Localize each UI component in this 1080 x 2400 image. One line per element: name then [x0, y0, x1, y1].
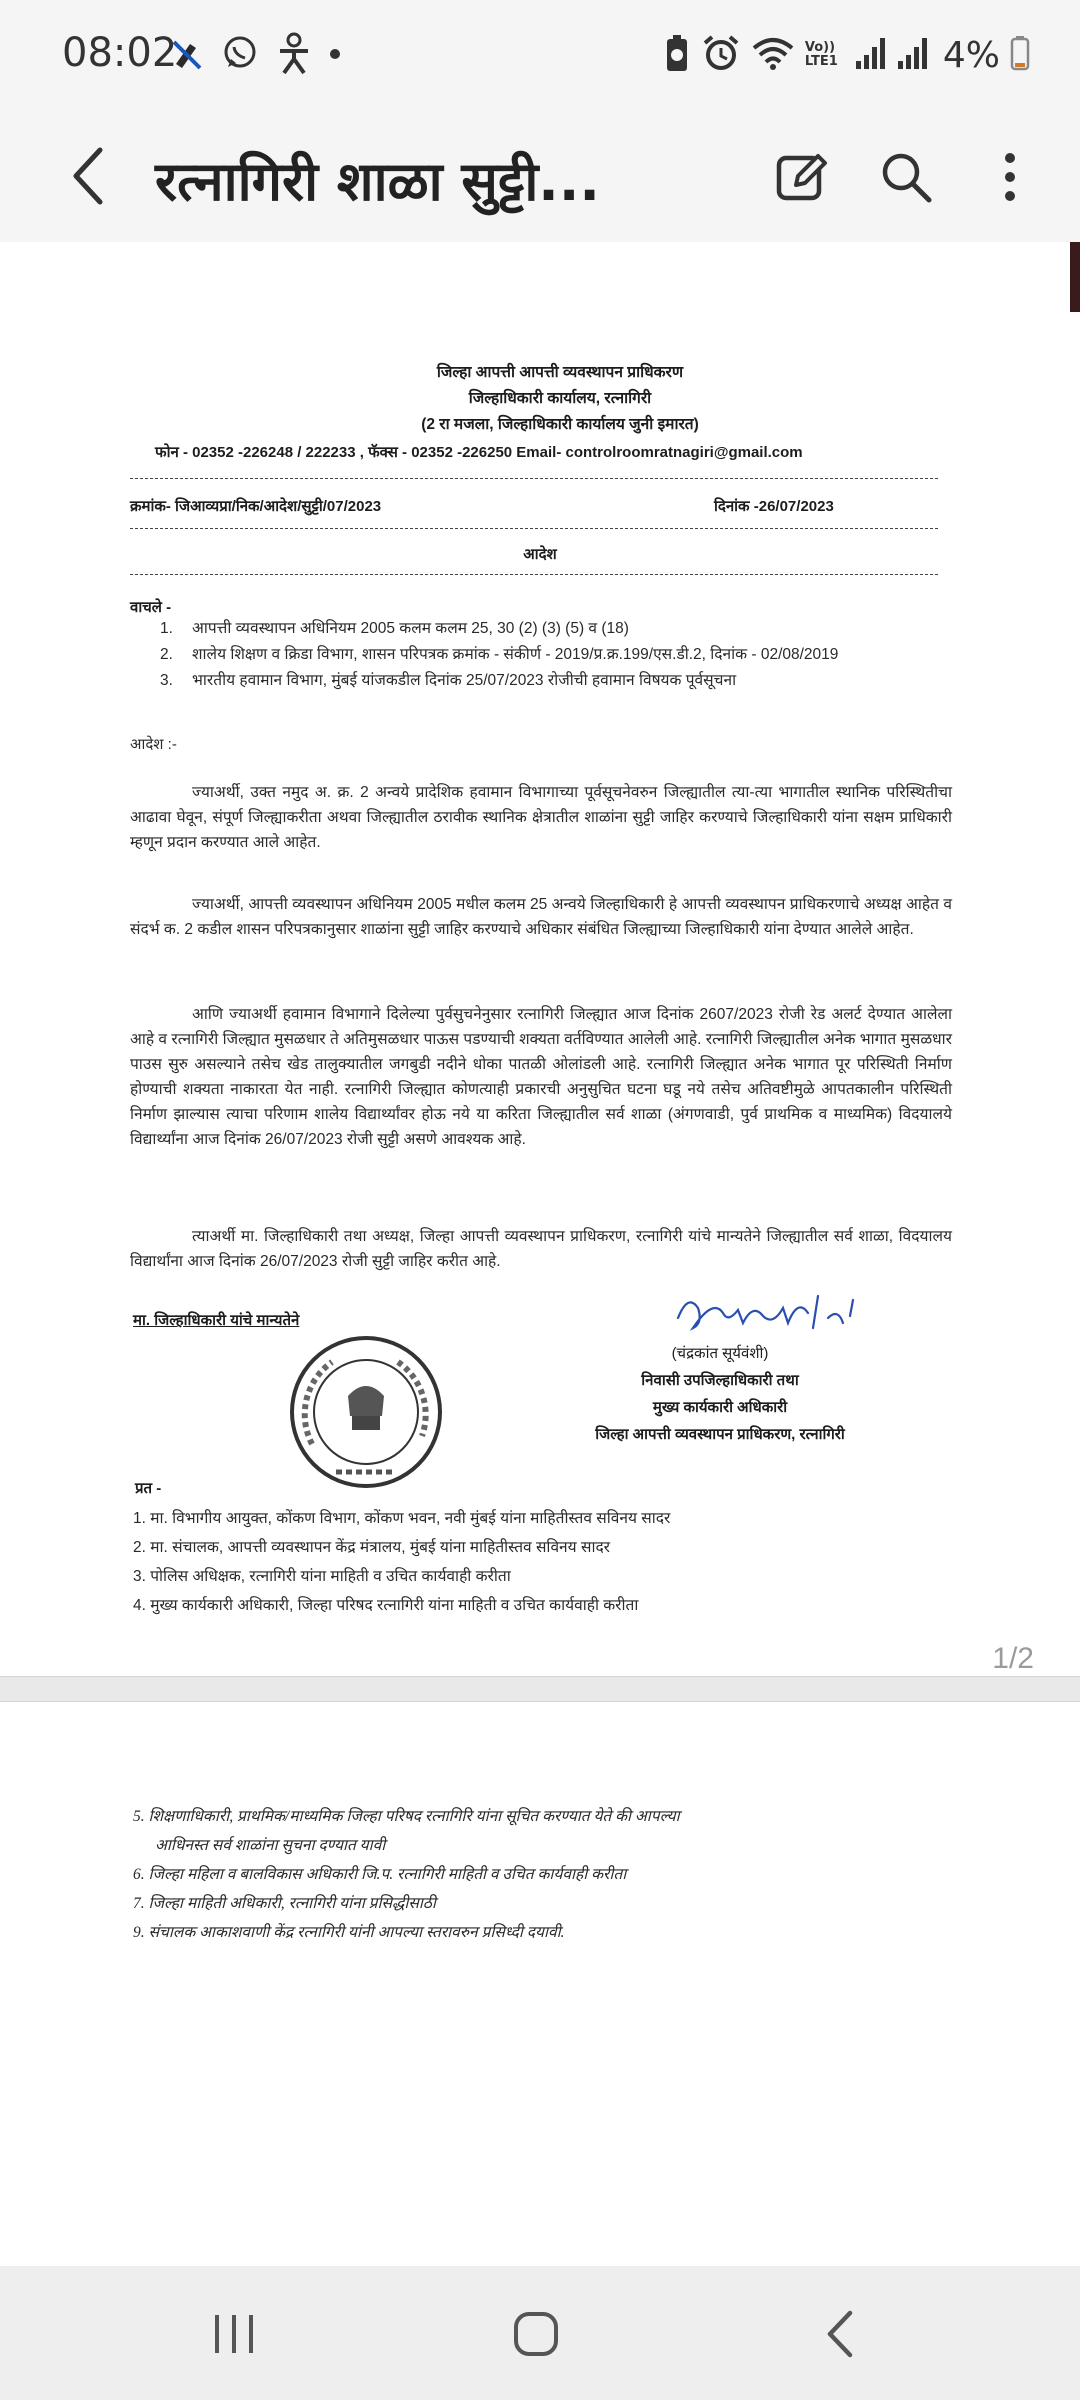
- order-paragraph: ज्याअर्थी, आपत्ती व्यवस्थापन अधिनियम 2005 मधील कलम 25 अन्वये जिल्हाधिकारी हे आपत्ती व्यवस्थापन प्राधिकरणाचे अध्यक्ष आहेत व संदर्भ क. 2 कडील शासन परिपत्रकानुसार शाळांना सुट्टी जाहिर करण्याचे अधिकार संबंधित जिल्ह्याच्या जिल्हाधिकारी यांना देण्यात आलेले आहेत.: [130, 896, 952, 938]
- contact-line: फोन - 02352 -226248 / 222233 , फॅक्स - 02352 -226250 Email- controlroomratnagiri@gmail.com: [155, 444, 803, 461]
- home-icon: [511, 2309, 561, 2359]
- edit-button[interactable]: [772, 147, 832, 207]
- recent-apps-icon: [209, 2311, 259, 2357]
- order-paragraph: ज्याअर्थी, उक्त नमुद अ. क्र. 2 अन्वये प्रादेशिक हवामान विभागाच्या पूर्वसूचनेवरुन जिल्ह्यातील त्या-त्या भागातील स्थानिक परिस्थितीचा आढावा घेवून, संपूर्ण जिल्ह्याकरीता अथवा जिल्ह्यातील ठरावीक स्थानिक क्षेत्रातील शाळांना सुट्टी जाहिर करण्याचे जिल्हाधिकारी यांना सक्षम प्राधिकारी म्हणून प्रदान करण्यात आले आहेत.: [130, 784, 952, 851]
- references-label: वाचले -: [130, 599, 172, 616]
- dot-icon: [328, 46, 342, 65]
- status-bar: [0, 0, 1080, 110]
- app-bar: [0, 110, 1080, 242]
- copy-to-list-continued: [133, 1802, 953, 1947]
- official-seal-icon: [286, 1332, 446, 1492]
- copy-to-item: 9. संचालक आकाशवाणी केंद्र रत्नागिरी यांनी आपल्या स्तरावरुन प्रसिध्दी दयावी.: [133, 1924, 565, 1941]
- more-options-button[interactable]: [980, 147, 1040, 207]
- copy-to-item: 5. शिक्षणाधिकारी, प्राथमिक/माध्यमिक जिल्हा परिषद रत्नागिरि यांना सूचित करण्यात येते की आपल्या: [133, 1808, 680, 1825]
- volte-icon: Vo)) LTE1: [804, 40, 838, 69]
- arrow-back-icon: [68, 146, 108, 206]
- app-bar-actions: [772, 132, 1040, 222]
- alarm-icon: [701, 33, 741, 77]
- copy-to-item: 6. जिल्हा महिला व बालविकास अधिकारी जि.प. रत्नागिरी माहिती व उचित कार्यवाही करीता: [133, 1866, 627, 1883]
- letterhead-line: जिल्हा आपत्ती आपत्ती व्यवस्थापन प्राधिकरण: [436, 364, 684, 381]
- back-button[interactable]: [58, 138, 118, 214]
- copy-to-item: 3. पोलिस अधिक्षक, रत्नागिरी यांना माहिती व उचित कार्यवाही करीता: [133, 1568, 511, 1585]
- signal-icon: [897, 35, 929, 75]
- home-button[interactable]: [486, 2296, 586, 2372]
- signatory-block: [520, 1340, 920, 1448]
- navigation-bar: [0, 2266, 1080, 2400]
- divider: [130, 574, 938, 575]
- order-paragraph: आणि ज्याअर्थी हवामान विभागाने दिलेल्या पुर्वसुचनेनुसार रत्नागिरी जिल्ह्यात आज दिनांक 2607/2023 रोजी रेड अलर्ट देण्यात आलेला आहे व रत्नागिरी जिल्ह्यात मुसळधार ते अतिमुसळधार पाऊस पडण्याची शक्यता वर्तविण्यात आलेली आहे. रत्नागिरी जिल्ह्यातील अनेक भागात मुसळधार पाउस सुरु असल्याने तसेच खेड तालुक्यातील जगबुडी नदीने धोका पातळी ओलांडली आहे. रत्नागिरी जिल्ह्यात अनेक भागात पूर परिस्थिती निर्माण होण्याची शक्यता नाकारता येत नाही. रत्नागिरी जिल्ह्यात कोणत्याही प्रकारची अनुसुचित घटना घडू नये तसेच अतिवष्टीमुळे आपतकालीन परिस्थिती निर्माण झाल्यास त्याचा परिणाम शालेय विद्यार्थ्यांवर होऊ नये या करिता जिल्ह्यातील सर्व शाळा (अंगणवाडी, पुर्व प्राथमिक व माध्यमिक) विदयालये विद्यार्थ्यांना आज दिनांक 26/07/2023 रोजी सुट्टी असणे आवश्यक आहे.: [130, 1006, 952, 1148]
- back-icon: [822, 2309, 858, 2359]
- copy-to-item: 2. मा. संचालक, आपत्ती व्यवस्थापन केंद्र मंत्रालय, मुंबई यांना माहितीस्तव सविनय सादर: [133, 1539, 611, 1556]
- battery-saver-icon: [663, 33, 691, 77]
- accessibility-icon: [274, 31, 314, 79]
- order-date: दिनांक -26/07/2023: [714, 498, 834, 515]
- reference-item: 3. भारतीय हवामान विभाग, मुंबई यांजकडील दिनांक 25/07/2023 रोजीची हवामान विषयक पूर्वसूचना: [160, 672, 737, 689]
- copy-to-item: 4. मुख्य कार्यकारी अधिकारी, जिल्हा परिषद रत्नागिरी यांना माहिती व उचित कार्यवाही करीता: [133, 1597, 639, 1614]
- signature-icon: [668, 1288, 868, 1338]
- wifi-icon: [751, 34, 795, 76]
- signatory-designation: मुख्य कार्यकारी अधिकारी: [652, 1399, 788, 1416]
- system-icons: [663, 32, 1030, 78]
- notification-icons: [168, 30, 342, 80]
- edit-icon: [774, 149, 830, 205]
- signatory-designation: जिल्हा आपत्ती व्यवस्थापन प्राधिकरण, रत्नागिरी: [595, 1426, 845, 1443]
- whatsapp-icon: [220, 33, 260, 77]
- page-indicator: 1/2: [992, 1642, 1034, 1675]
- signal-icon: [855, 35, 887, 75]
- divider: [130, 478, 938, 479]
- reference-item: 2. शालेय शिक्षण व क्रिडा विभाग, शासन परिपत्रक क्रमांक - संकीर्ण - 2019/प्र.क्र.199/एस.डी.2, दिनांक - 02/08/2019: [160, 646, 839, 663]
- scan-edge: [1070, 242, 1080, 312]
- divider: [130, 528, 938, 529]
- order-paragraph: त्याअर्थी मा. जिल्हाधिकारी तथा अध्यक्ष, जिल्हा आपत्ती व्यवस्थापन प्राधिकरण, रत्नागिरी यांचे मान्यतेने जिल्ह्यातील सर्व शाळा, विदयालय विद्यार्थांना आज दिनांक 26/07/2023 रोजी सुट्टी जाहिर करीत आहे.: [130, 1228, 952, 1270]
- nav-back-button[interactable]: [790, 2296, 890, 2372]
- copy-to-list: [133, 1504, 953, 1620]
- search-icon: [878, 149, 934, 205]
- copy-to-item: आधिनस्त सर्व शाळांना सुचना दण्यात यावी: [155, 1837, 386, 1854]
- pdf-page-1: [0, 242, 1080, 1676]
- approval-label: मा. जिल्हाधिकारी यांचे मान्यतेने: [133, 1312, 300, 1329]
- battery-icon: [1010, 35, 1030, 75]
- references-list: [160, 616, 960, 694]
- no-pen-icon: [168, 34, 206, 76]
- order-number: क्रमांक- जिआव्यप्रा/निक/आदेश/सुट्टी/07/2023: [130, 498, 382, 515]
- status-time: 08:02: [62, 30, 178, 76]
- pdf-page-2: [0, 1702, 1080, 2266]
- copy-to-item: 7. जिल्हा माहिती अधिकारी, रत्नागिरी यांना प्रसिद्धीसाठी: [133, 1895, 436, 1912]
- letterhead: [150, 360, 970, 438]
- letterhead-line: जिल्हाधिकारी कार्यालय, रत्नागिरी: [468, 390, 652, 407]
- letterhead-line: (2 रा मजला, जिल्हाधिकारी कार्यालय जुनी इमारत): [421, 416, 699, 433]
- search-button[interactable]: [876, 147, 936, 207]
- pdf-viewer[interactable]: [0, 242, 1080, 2266]
- reference-item: 1. आपत्ती व्यवस्थापन अधिनियम 2005 कलम कलम 25, 30 (2) (3) (5) व (18): [160, 620, 629, 637]
- signatory-designation: निवासी उपजिल्हाधिकारी तथा: [641, 1372, 799, 1389]
- order-heading: आदेश: [523, 546, 557, 563]
- more-vert-icon: [1000, 149, 1020, 205]
- copy-to-label: प्रत -: [135, 1480, 162, 1497]
- battery-percent: 4%: [942, 34, 1000, 76]
- page-separator: [0, 1676, 1080, 1702]
- recent-apps-button[interactable]: [184, 2296, 284, 2372]
- order-label: आदेश :-: [130, 736, 177, 753]
- copy-to-item: 1. मा. विभागीय आयुक्त, कोंकण विभाग, कोंकण भवन, नवी मुंबई यांना माहितीस्तव सविनय सादर: [133, 1510, 671, 1527]
- document-title: रत्नागिरी शाळा सुट्टी...: [155, 150, 600, 213]
- signatory-name: (चंद्रकांत सूर्यवंशी): [671, 1345, 769, 1362]
